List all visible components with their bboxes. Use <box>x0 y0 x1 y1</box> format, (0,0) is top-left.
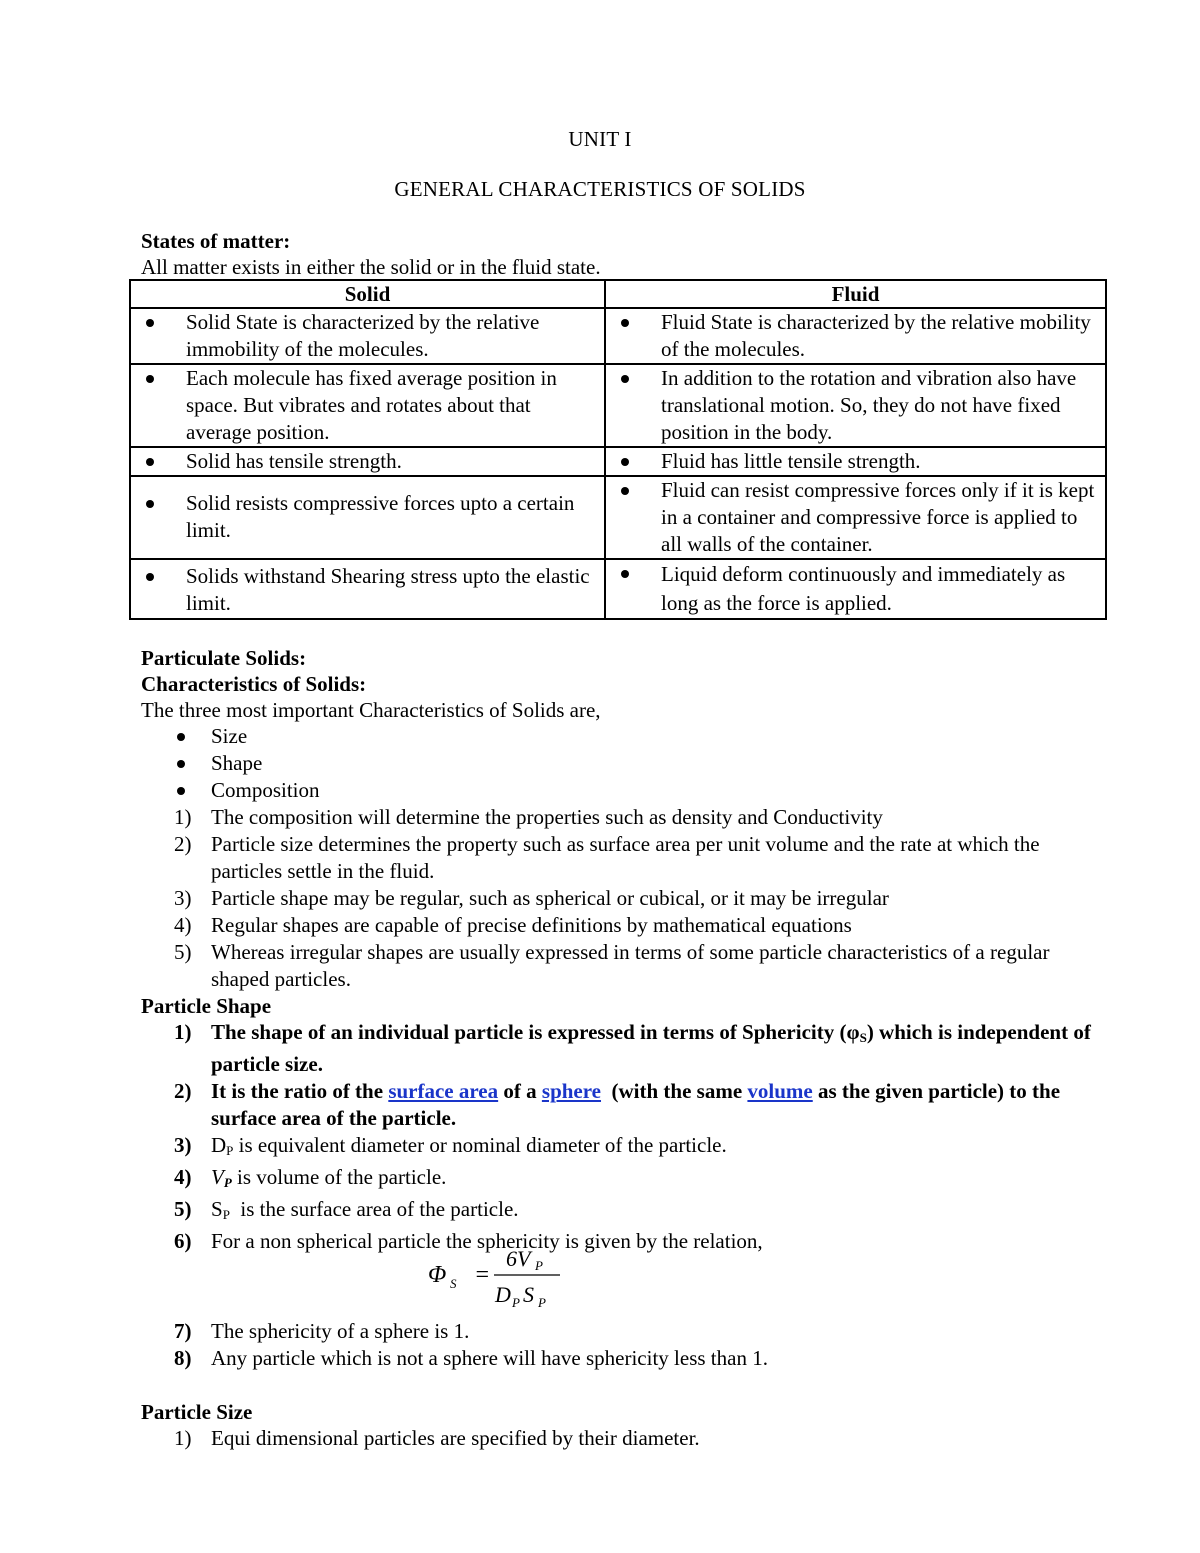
bullet-icon <box>621 319 629 327</box>
formula-numerator: 6V <box>506 1246 531 1271</box>
formula-svg <box>428 1244 608 1314</box>
table-row <box>130 308 1106 364</box>
table-cell-fluid <box>605 308 1106 364</box>
bullet-icon <box>621 375 629 383</box>
particle-shape-heading: Particle Shape <box>141 994 272 1018</box>
bullet-icon <box>177 733 185 741</box>
bullet-icon <box>621 458 629 466</box>
list-item: Shape <box>141 750 1101 777</box>
bullet-icon <box>146 500 154 508</box>
table-cell-solid <box>130 447 605 476</box>
cell-text: Fluid State is characterized by the relative mobility of the molecules. <box>661 310 1091 361</box>
particulate-section <box>141 645 1101 1255</box>
list-item: 4) $V_P$ is volume of the particle. <box>174 1165 447 1190</box>
table-row <box>130 476 1106 559</box>
list-item: 3) $D_P$ is equivalent diameter or nominal diameter of the particle. <box>174 1133 727 1158</box>
list-item: 4) Regular shapes are capable of precise definitions by mathematical equations <box>174 913 852 937</box>
list-item: 5) $S_P$ is the surface area of the particle. <box>174 1197 519 1222</box>
table-cell-fluid <box>605 447 1106 476</box>
particle-shape-points-end <box>141 1318 1101 1372</box>
formula-den-d-sub: P <box>512 1295 520 1310</box>
bullet-icon <box>177 787 185 795</box>
table-cell-fluid <box>605 559 1106 619</box>
list-item: 1) Equi dimensional particles are specified by their diameter. <box>174 1426 700 1450</box>
states-intro: All matter exists in either the solid or in the fluid state. <box>141 255 601 279</box>
particle-shape-points <box>141 1019 1101 1255</box>
list-item: 7) The sphericity of a sphere is 1. <box>174 1319 470 1343</box>
cell-text: Liquid deform continuously and immediately as long as the force is applied. <box>661 562 1066 615</box>
bullet-icon <box>146 573 154 581</box>
formula-lhs-sub: S <box>450 1276 457 1291</box>
list-item: 3) Particle shape may be regular, such as spherical or cubical, or it may be irregular <box>174 886 889 910</box>
states-heading: States of matter: <box>141 229 291 253</box>
list-item: 1) The composition will determine the properties such as density and Conductivity <box>174 805 883 829</box>
states-section <box>141 228 1101 280</box>
cell-text: In addition to the rotation and vibration also have translational motion. So, they do not have fixed position in the body. <box>661 366 1077 444</box>
list-item: Composition <box>141 777 1101 804</box>
table-row <box>130 559 1106 619</box>
cell-text: Solid has tensile strength. <box>186 449 402 473</box>
list-item: 2) It is the ratio of the surface area of a sphere (with the same volume as the given particle) to the surface area of the particle. <box>174 1079 1061 1130</box>
list-item: 2) Particle size determines the property such as surface area per unit volume and the rate at which the particles settle in the fluid. <box>174 832 1040 883</box>
formula-num-sub: P <box>535 1258 543 1273</box>
list-item: 1) The shape of an individual particle is expressed in terms of Sphericity $(\varphi_S)$ which is independent of particle size. <box>174 1020 1091 1076</box>
cell-text: Fluid can resist compressive forces only if it is kept in a container and compressive force is applied to all walls of the container. <box>661 478 1095 556</box>
list-item: 8) Any particle which is not a sphere will have sphericity less than 1. <box>174 1346 768 1370</box>
sphere-link[interactable]: sphere <box>541 1079 602 1103</box>
cell-text: Fluid has little tensile strength. <box>661 449 921 473</box>
table-cell-solid <box>130 559 605 619</box>
table-row <box>130 447 1106 476</box>
sphericity-formula <box>428 1244 608 1314</box>
list-item: 6) For a non spherical particle the sphericity is given by the relation, <box>174 1229 763 1253</box>
table-cell-solid <box>130 308 605 364</box>
formula-eq: = <box>474 1262 491 1288</box>
surface-area-link[interactable]: surface area <box>388 1079 499 1103</box>
volume-link[interactable]: volume <box>747 1079 813 1103</box>
characteristics-list <box>141 723 1101 804</box>
col-header-fluid: Fluid <box>605 280 1106 308</box>
bullet-icon <box>146 319 154 327</box>
bullet-icon <box>621 570 629 578</box>
bullet-icon <box>177 760 185 768</box>
formula-den-s: S <box>523 1282 534 1307</box>
particle-size-points <box>141 1425 1101 1452</box>
characteristics-intro: The three most important Characteristics of Solids are, <box>141 698 601 722</box>
table-cell-solid <box>130 364 605 447</box>
list-item: 5) Whereas irregular shapes are usually expressed in terms of some particle characteristics of a regular shaped particles. <box>174 940 1050 991</box>
characteristics-points <box>141 804 1101 993</box>
solid-fluid-table <box>129 279 1107 620</box>
cell-text: Solid resists compressive forces upto a certain limit. <box>186 491 575 542</box>
characteristics-heading: Characteristics of Solids: <box>141 672 367 696</box>
table-cell-fluid <box>605 364 1106 447</box>
table-cell-fluid <box>605 476 1106 559</box>
bullet-icon <box>621 487 629 495</box>
page-title: GENERAL CHARACTERISTICS OF SOLIDS <box>394 177 806 201</box>
table-row <box>130 364 1106 447</box>
list-item: Size <box>141 723 1101 750</box>
particulate-heading: Particulate Solids: <box>141 646 307 670</box>
cell-text: Solid State is characterized by the relative immobility of the molecules. <box>186 310 540 361</box>
col-header-solid: Solid <box>130 280 605 308</box>
particle-size-section <box>141 1399 1101 1452</box>
table-cell-solid <box>130 476 605 559</box>
bullet-icon <box>146 375 154 383</box>
cell-text: Solids withstand Shearing stress upto the elastic limit. <box>186 564 590 615</box>
formula-lhs: Φ <box>428 1262 447 1288</box>
unit-title: UNIT I <box>568 127 632 151</box>
table-header-row <box>130 280 1106 308</box>
particle-shape-continued <box>141 1318 1101 1372</box>
particle-size-heading: Particle Size <box>141 1400 253 1424</box>
formula-den-d: D <box>495 1282 511 1307</box>
cell-text: Each molecule has fixed average position in space. But vibrates and rotates about that average position. <box>186 366 557 444</box>
formula-den-s-sub: P <box>538 1295 546 1310</box>
bullet-icon <box>146 458 154 466</box>
